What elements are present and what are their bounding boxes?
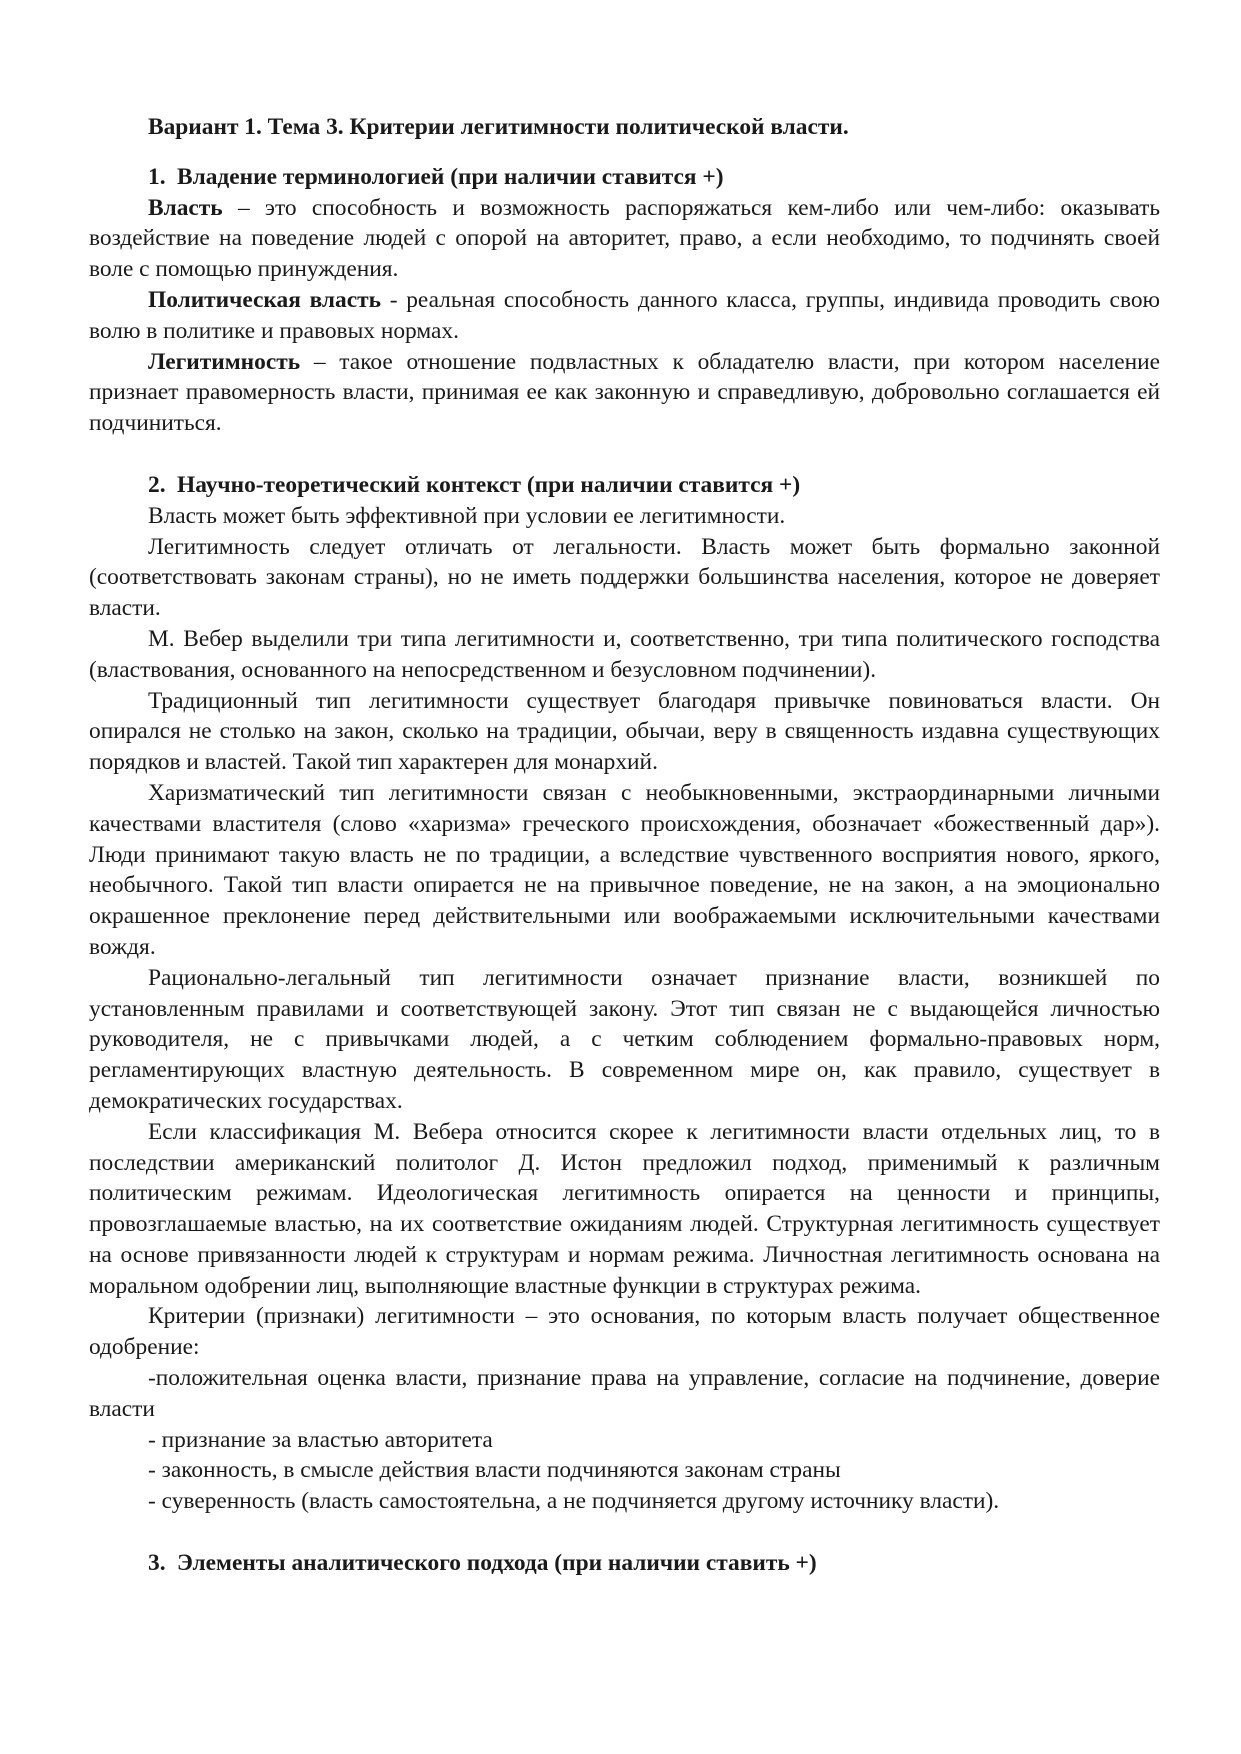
definition-term: Легитимность <box>148 348 301 375</box>
paragraph: Харизматический тип легитимности связан с необыкновенными, экстраординарными личными качествами властителя (слово «харизма» греческого происхождения, обозначает «божественный дар»). Люди принимают такую власть не по традиции, а вследствие чувственного восприятия нового, яркого, необычного. Такой тип власти опирается не на привычное поведение, не на закон, а на эмоционально окрашенное преклонение перед действительными или воображаемыми исключительными качествами вождя. <box>89 779 1160 960</box>
section-2-heading-text: Научно-теоретический контекст (при наличии ставится +) <box>177 471 801 498</box>
paragraph: Власть может быть эффективной при условии ее легитимности. <box>148 502 786 529</box>
definition-text: – такое отношение подвластных к обладателю власти, при котором население признает правомерность власти, принимая ее как законную и справедливую, добровольно соглашается ей подчиниться. <box>89 348 1160 437</box>
definition-term: Политическая власть <box>148 286 381 313</box>
definition-term: Власть <box>148 194 223 221</box>
document-page <box>89 112 1160 1579</box>
section-spacer <box>89 1517 1160 1548</box>
paragraph: Критерии (признаки) легитимности – это основания, по которым власть получает общественное одобрение: <box>89 1303 1160 1361</box>
criteria-item: - суверенность (власть самостоятельна, а не подчиняется другому источнику власти). <box>148 1488 1000 1515</box>
section-3-heading <box>89 1548 1160 1579</box>
paragraph: Легитимность следует отличать от легальности. Власть может быть формально законной (соответствовать законам страны), но не иметь поддержки большинства населения, которое не доверяет власти. <box>89 533 1160 622</box>
definition-legitimacy <box>89 347 1160 439</box>
section-3-heading-text: Элементы аналитического подхода (при наличии ставить +) <box>177 1550 817 1577</box>
paragraph: М. Вебер выделили три типа легитимности и, соответственно, три типа политического господства (властвования, основанного на непосредственном и безусловном подчинении). <box>89 625 1160 683</box>
section-2-number: 2. <box>148 471 166 498</box>
section-1-heading-text: Владение терминологией (при наличии ставится +) <box>177 163 724 190</box>
definition-power <box>89 193 1160 285</box>
section-2-heading <box>89 470 1160 501</box>
criteria-item: - признание за властью авторитета <box>148 1426 493 1453</box>
definition-political-power <box>89 285 1160 347</box>
section-3-number: 3. <box>148 1550 166 1577</box>
definition-text: – это способность и возможность распоряжаться кем-либо или чем-либо: оказывать воздействие на поведение людей с опорой на авторитет, право, а если необходимо, то подчинять своей воле с помощью принуждения. <box>89 194 1160 283</box>
section-1-number: 1. <box>148 163 166 190</box>
document-title: Вариант 1. Тема 3. Критерии легитимности политической власти. <box>148 114 849 140</box>
section-spacer <box>89 439 1160 470</box>
definition-text: - реальная способность данного класса, группы, индивида проводить свою волю в политике и правовых нормах. <box>89 286 1160 344</box>
criteria-item: -положительная оценка власти, признание права на управление, согласие на подчинение, доверие власти <box>89 1365 1160 1422</box>
section-1-heading <box>89 162 1160 193</box>
paragraph: Традиционный тип легитимности существует благодаря привычке повиноваться власти. Он опирался не столько на закон, сколько на традиции, обычаи, веру в священность издавна существующих порядков и властей. Такой тип характерен для монархий. <box>89 687 1160 776</box>
paragraph: Если классификация М. Вебера относится скорее к легитимности власти отдельных лиц, то в последствии американский политолог Д. Истон предложил подход, применимый к различным политическим режимам. Идеологическая легитимность опирается на ценности и принципы, провозглашаемые властью, на их соответствие ожиданиям людей. Структурная легитимность существует на основе привязанности людей к структурам и нормам режима. Личностная легитимность основана на моральном одобрении лиц, выполняющие властные функции в структурах режима. <box>89 1118 1160 1299</box>
criteria-item: - законность, в смысле действия власти подчиняются законам страны <box>148 1457 841 1484</box>
paragraph: Рационально-легальный тип легитимности означает признание власти, возникшей по установленным правилами и соответствующей закону. Этот тип связан не с выдающейся личностью руководителя, не с привычками людей, а с четким соблюдением формально-правовых норм, регламентирующих властную деятельность. В современном мире он, как правило, существует в демократических государствах. <box>89 964 1160 1114</box>
